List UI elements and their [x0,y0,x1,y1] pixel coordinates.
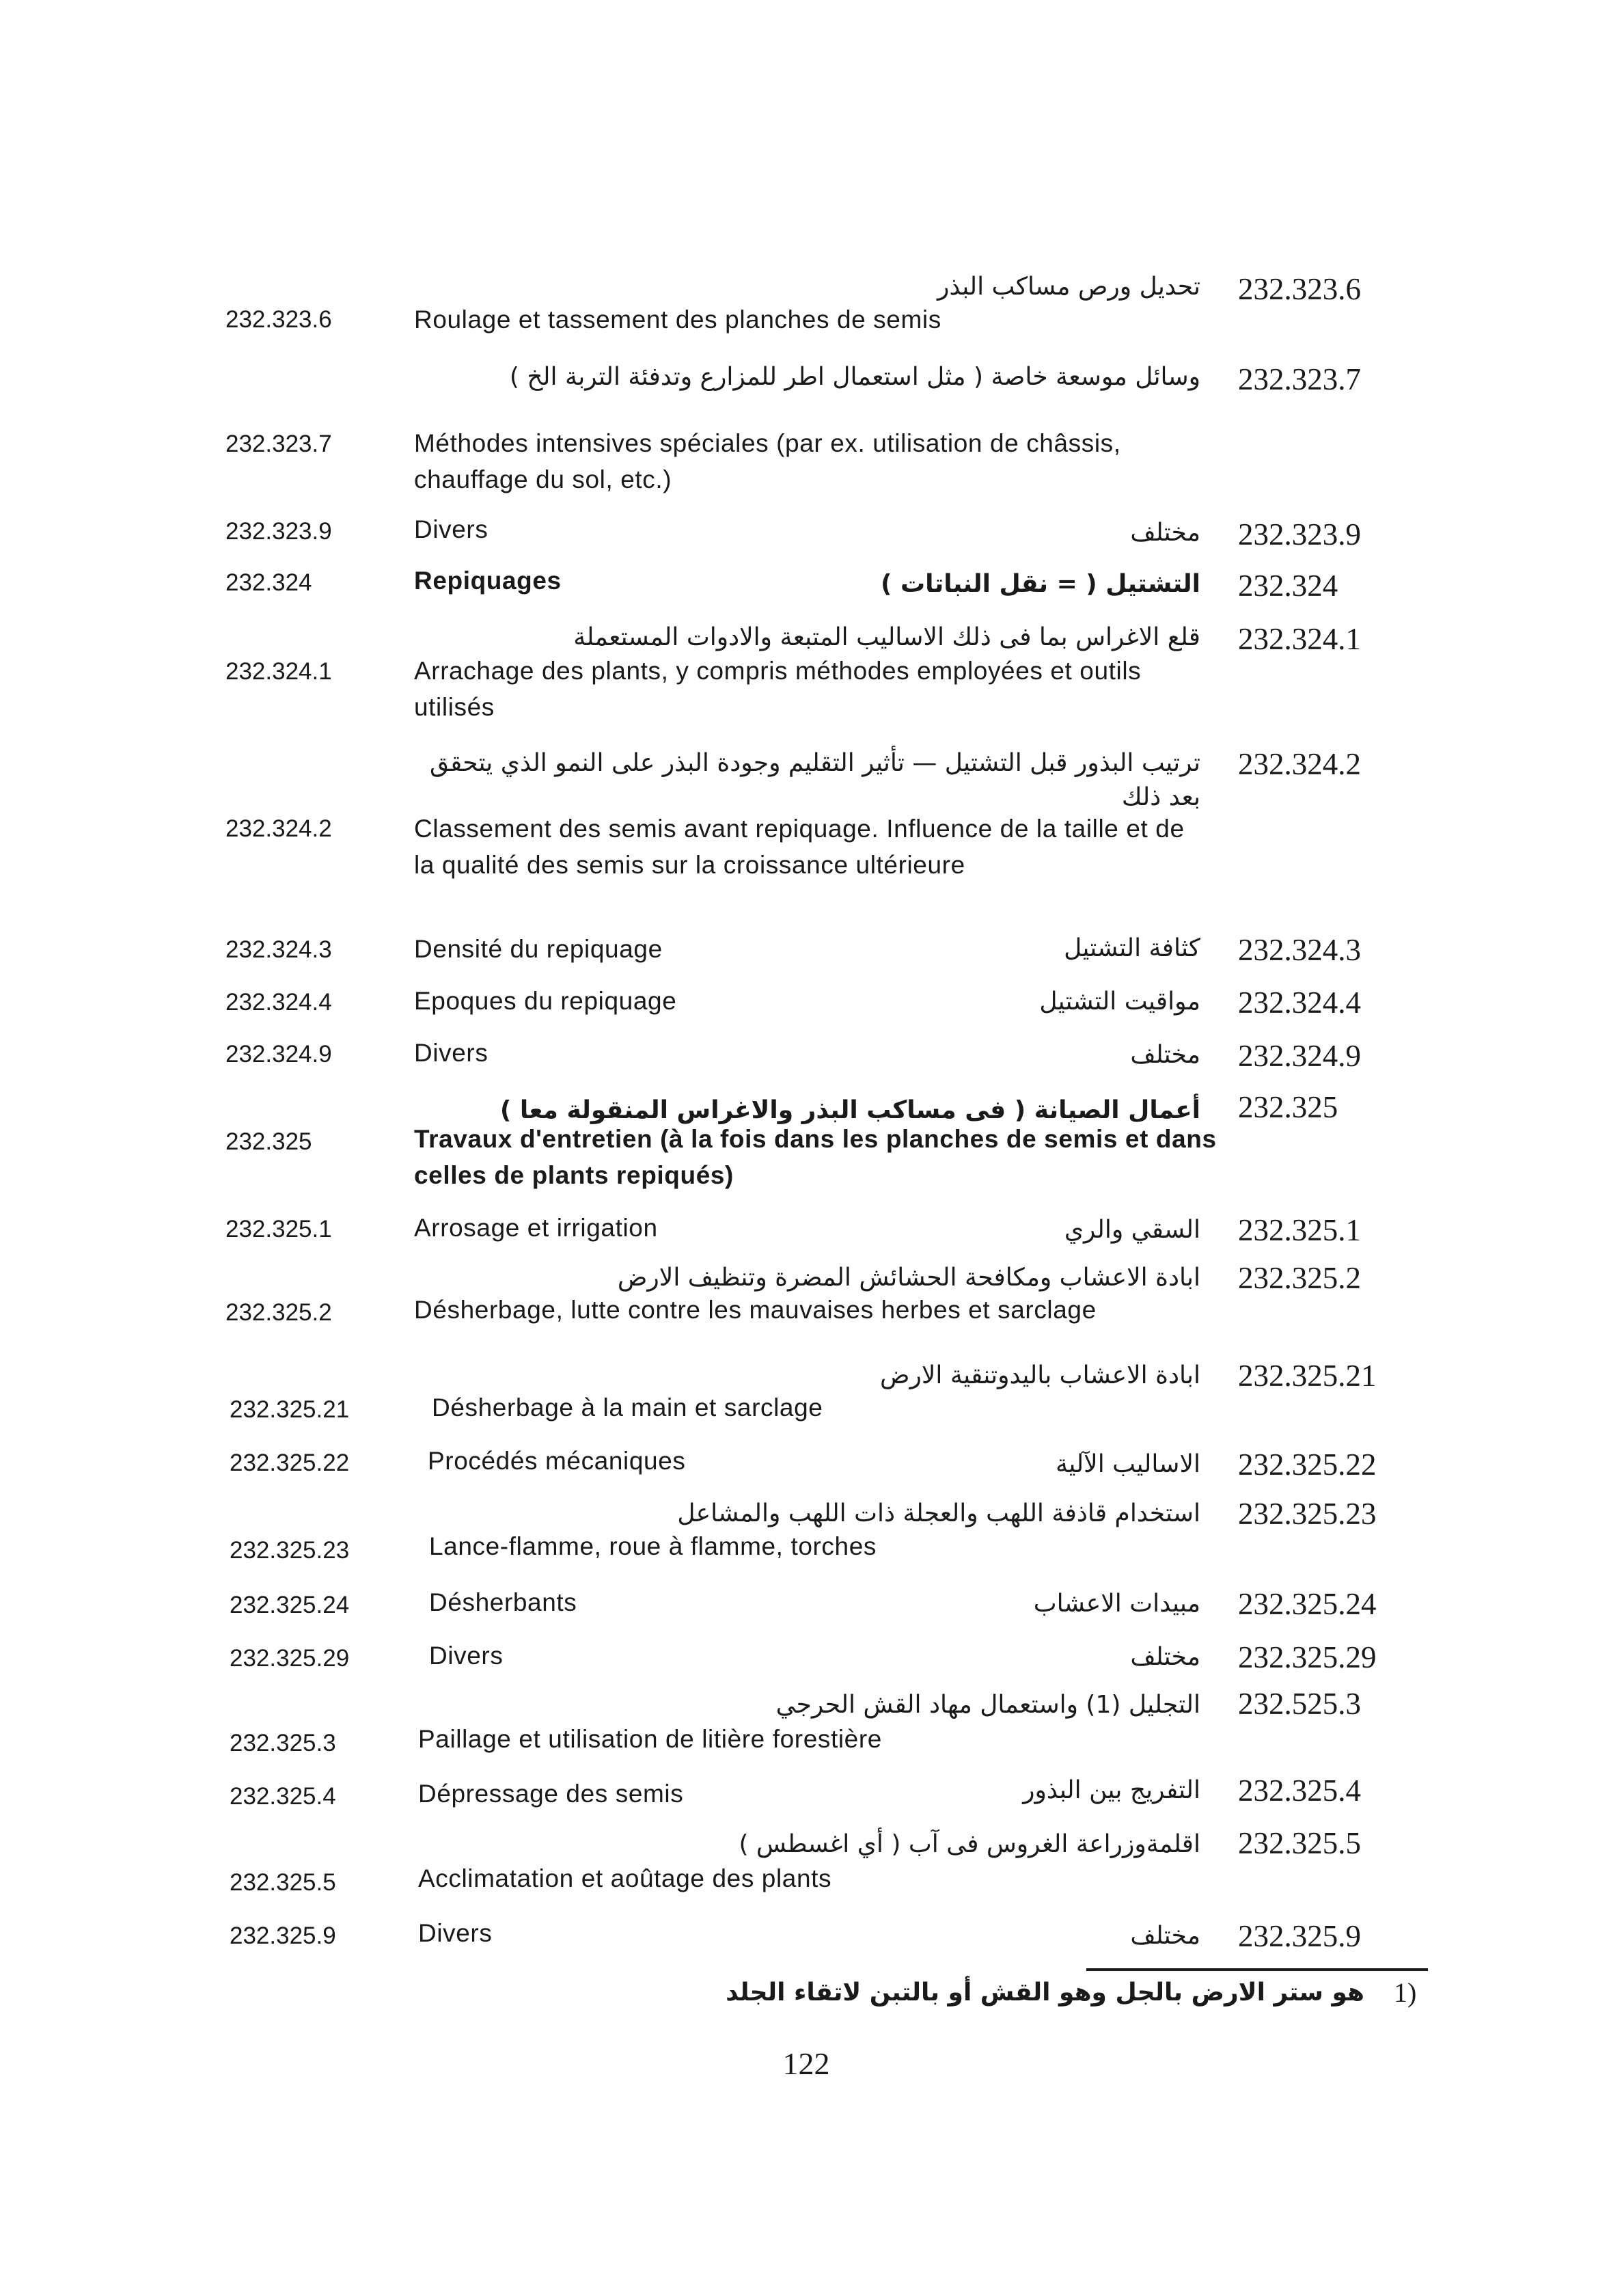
entry-fr-text: Divers [414,515,488,543]
entry-fr-text: Divers [429,1642,504,1670]
entry-fr-text: Classement des semis avant repiquage. Influence de la taille et de la qualité des semis sur la croissance ultérieure [414,815,1185,879]
entry-ar-text: مواقيت التشتيل [1039,988,1200,1016]
entry-ar-code: 232.323.7 [1238,362,1361,396]
entry-fr-code: 232.325 [225,1128,312,1155]
entry-fr-text: Divers [414,1039,488,1067]
entry-fr-code: 232.323.6 [225,306,332,333]
entry-fr-text: Paillage et utilisation de litière forestière [418,1725,882,1753]
entry-fr-code: 232.324.9 [225,1041,332,1068]
entry-fr-text: Dépressage des semis [418,1780,684,1808]
entry-ar-text: أعمال الصيانة ( فى مساكب البذر والاغراس المنقولة معا ) [499,1096,1200,1124]
entry-fr-code: 232.325.23 [230,1537,350,1564]
footnote-number: 1) [1394,1977,1417,2008]
entry-fr-text: Travaux d'entretien (à la fois dans les planches de semis et dans celles de plants repiqués) [414,1125,1217,1189]
footnote-text: هو ستر الارض بالجل وهو القش أو بالتبن لاتقاء الجلد [726,1979,1364,2007]
entry-ar-text: مختلف [1130,1041,1200,1069]
entry-fr-text: Arrachage des plants, y compris méthodes employées et outils utilisés [414,657,1142,721]
page-number: 122 [782,2046,830,2081]
entry-ar-code: 232.324.9 [1238,1039,1361,1073]
entry-fr-code: 232.325.3 [230,1730,336,1756]
entry-ar-code: 232.525.3 [1238,1687,1361,1721]
entry-fr-code: 232.324.2 [225,815,332,842]
entry-fr-text: Divers [418,1919,493,1947]
entry-ar-code: 232.324 [1238,569,1338,603]
entry-fr-code: 232.325.22 [230,1450,350,1476]
entry-ar-text: مختلف [1130,1643,1200,1671]
entry-fr-code: 232.325.24 [230,1592,350,1618]
entry-ar-code: 232.325.29 [1238,1640,1377,1674]
entry-ar-text: ترتيب البذور قبل التشتيل — تأثير التقليم وجودة البذر على النمو الذي يتحقق بعد ذلك [429,749,1200,811]
entry-fr-code: 232.324.1 [225,658,332,685]
entry-ar-code: 232.325.2 [1238,1261,1361,1295]
entry-ar-code: 232.325.5 [1238,1826,1361,1860]
entry-fr-code: 232.325.21 [230,1396,350,1423]
entry-ar-text: التشتيل ( = نقل النباتات ) [881,570,1200,598]
entry-ar-code: 232.324.3 [1238,933,1361,967]
entry-ar-text: ابادة الاعشاب باليدوتنقية الارض [879,1361,1200,1389]
entry-fr-code: 232.325.1 [225,1216,332,1242]
entry-fr-code: 232.324.4 [225,989,332,1016]
entry-fr-code: 232.325.2 [225,1299,332,1326]
entry-ar-text: مبيدات الاعشاب [1033,1590,1200,1618]
entry-ar-text: قلع الاغراس بما فى ذلك الاساليب المتبعة والادوات المستعملة [573,623,1200,651]
entry-fr-code: 232.323.7 [225,431,332,457]
entry-ar-code: 232.324.2 [1238,747,1361,781]
footnote-rule [1086,1968,1428,1971]
entry-fr-code: 232.325.9 [230,1922,336,1949]
entry-fr-code: 232.323.9 [225,518,332,545]
entry-ar-text: تحديل ورص مساكب البذر [937,273,1200,301]
entry-fr-text: Densité du repiquage [414,935,663,963]
entry-fr-text: Désherbage à la main et sarclage [432,1393,823,1422]
entry-ar-text: السقي والري [1064,1216,1200,1244]
entry-ar-text: التجليل (1) واستعمال مهاد القش الحرجي [775,1691,1200,1719]
entry-ar-code: 232.325.1 [1238,1213,1361,1247]
entry-ar-text: كثافة التشتيل [1064,934,1200,962]
entry-ar-code: 232.325.24 [1238,1587,1377,1621]
entry-ar-text: مختلف [1130,1922,1200,1950]
entry-ar-code: 232.325.23 [1238,1497,1377,1531]
entry-ar-code: 232.325.22 [1238,1447,1377,1482]
entry-ar-code: 232.324.1 [1238,622,1361,656]
entry-fr-text: Arrosage et irrigation [414,1214,658,1242]
entry-fr-text: Méthodes intensives spéciales (par ex. utilisation de châssis, chauffage du sol, etc.) [414,429,1121,493]
entry-fr-text: Lance-flamme, roue à flamme, torches [429,1532,877,1560]
entry-ar-code: 232.325.4 [1238,1773,1361,1808]
entry-ar-code: 232.325 [1238,1090,1338,1124]
entry-fr-text: Roulage et tassement des planches de semis [414,305,941,334]
entry-ar-text: استخدام قاذفة اللهب والعجلة ذات اللهب والمشاعل [677,1499,1200,1527]
entry-ar-code: 232.325.9 [1238,1919,1361,1953]
entry-ar-code: 232.325.21 [1238,1359,1377,1393]
entry-fr-code: 232.324 [225,569,312,596]
entry-ar-text: وسائل موسعة خاصة ( مثل استعمال اطر للمزارع وتدفئة التربة الخ ) [509,363,1200,391]
entry-fr-text: Désherbants [429,1588,577,1616]
entry-ar-code: 232.323.6 [1238,272,1361,306]
entry-ar-code: 232.323.9 [1238,517,1361,552]
entry-ar-code: 232.324.4 [1238,985,1361,1020]
entry-fr-code: 232.324.3 [225,936,332,963]
entry-fr-text: Acclimatation et aoûtage des plants [418,1864,832,1892]
entry-ar-text: اقلمةوزراعة الغروس فى آب ( أي اغسطس ) [739,1830,1200,1858]
entry-ar-text: التفريج بين البذور [1023,1776,1200,1804]
entry-fr-code: 232.325.5 [230,1869,336,1896]
entry-fr-text: Désherbage, lutte contre les mauvaises herbes et sarclage [414,1296,1097,1324]
entry-fr-code: 232.325.29 [230,1645,350,1672]
entry-fr-text: Epoques du repiquage [414,987,677,1015]
entry-ar-text: الاساليب الآلية [1056,1450,1200,1478]
entry-ar-text: مختلف [1130,519,1200,547]
entry-fr-code: 232.325.4 [230,1783,336,1810]
entry-fr-text: Repiquages [414,567,562,595]
entry-ar-text: ابادة الاعشاب ومكافحة الحشائش المضرة وتنظيف الارض [617,1264,1200,1292]
entry-fr-text: Procédés mécaniques [428,1447,686,1475]
